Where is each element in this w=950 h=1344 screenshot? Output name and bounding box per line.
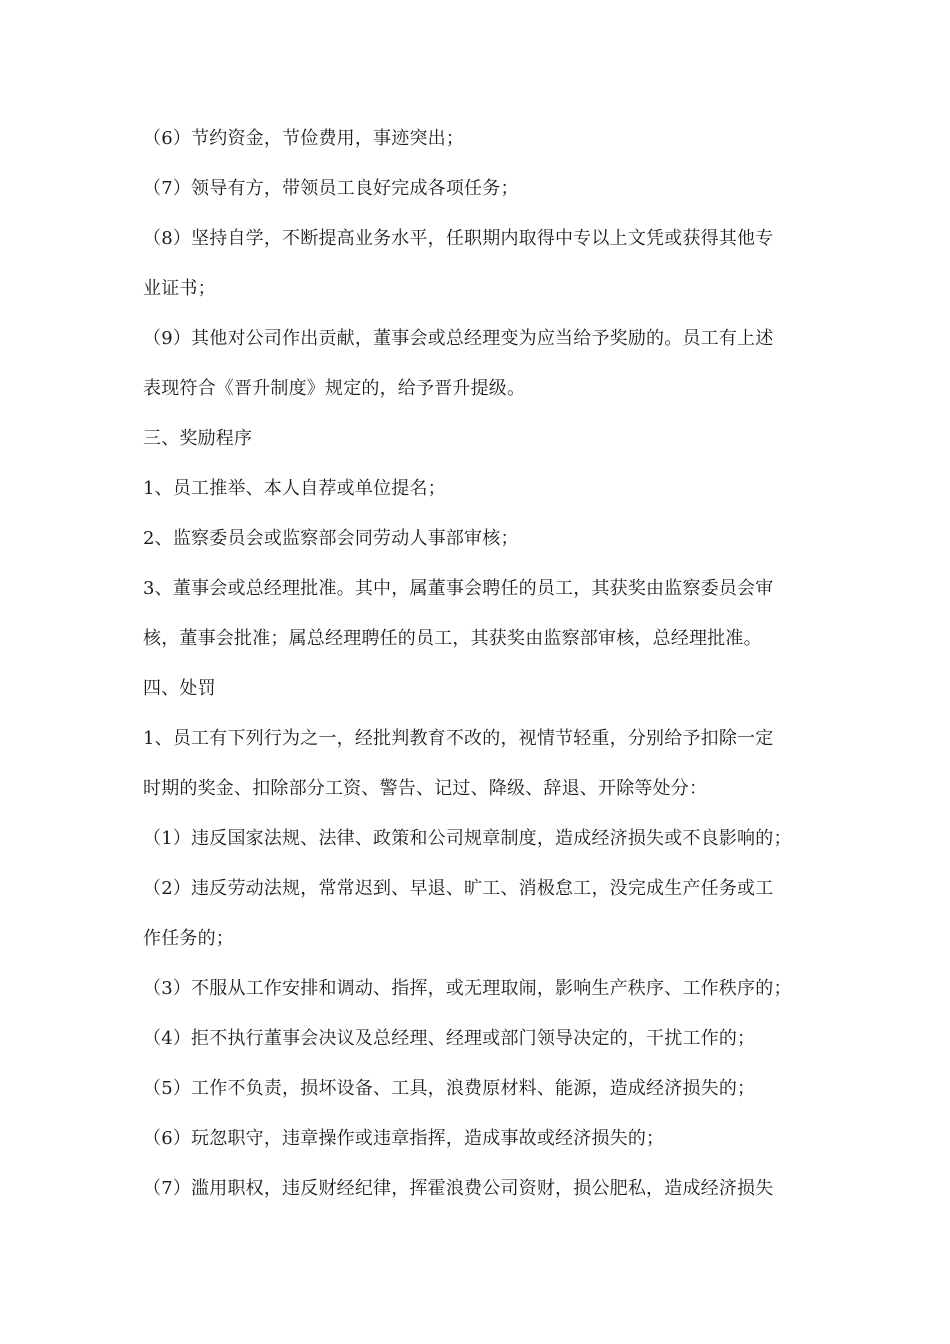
text-line: 3、董事会或总经理批准。其中，属董事会聘任的员工，其获奖由监察委员会审: [143, 578, 774, 599]
text-line: （2）违反劳动法规，常常迟到、早退、旷工、消极怠工，没完成生产任务或工: [143, 878, 774, 899]
text-line: （6）节约资金，节俭费用，事迹突出；: [143, 128, 465, 149]
text-line: （7）领导有方，带领员工良好完成各项任务；: [143, 178, 519, 199]
text-line: 时期的奖金、扣除部分工资、警告、记过、降级、辞退、开除等处分：: [143, 778, 708, 799]
text-line: 核，董事会批准；属总经理聘任的员工，其获奖由监察部审核，总经理批准。: [143, 628, 762, 649]
section-heading: 三、奖励程序: [143, 428, 253, 449]
text-line: （5）工作不负责，损坏设备、工具，浪费原材料、能源，造成经济损失的；: [143, 1078, 756, 1099]
text-line: （1）违反国家法规、法律、政策和公司规章制度，造成经济损失或不良影响的；: [143, 828, 792, 849]
text-line: （4）拒不执行董事会决议及总经理、经理或部门领导决定的，干扰工作的；: [143, 1028, 756, 1049]
text-line: （6）玩忽职守，违章操作或违章指挥，造成事故或经济损失的；: [143, 1128, 665, 1149]
text-line: （8）坚持自学，不断提高业务水平，任职期内取得中专以上文凭或获得其他专: [143, 228, 774, 249]
text-line: 作任务的；: [143, 928, 234, 949]
text-line: （7）滥用职权，违反财经纪律，挥霍浪费公司资财，损公肥私，造成经济损失: [143, 1178, 774, 1199]
text-line: （9）其他对公司作出贡献，董事会或总经理变为应当给予奖励的。员工有上述: [143, 328, 774, 349]
text-line: 2、监察委员会或监察部会同劳动人事部审核；: [143, 528, 519, 549]
section-heading: 四、处罚: [143, 678, 216, 699]
document-body: [143, 121, 823, 1221]
text-line: 1、员工有下列行为之一，经批判教育不改的，视情节轻重，分别给予扣除一定: [143, 728, 774, 749]
text-line: 业证书；: [143, 278, 216, 299]
text-line: 表现符合《晋升制度》规定的，给予晋升提级。: [143, 378, 526, 399]
text-line: （3）不服从工作安排和调动、指挥，或无理取闹，影响生产秩序、工作秩序的；: [143, 978, 792, 999]
text-line: 1、员工推举、本人自荐或单位提名；: [143, 478, 446, 499]
